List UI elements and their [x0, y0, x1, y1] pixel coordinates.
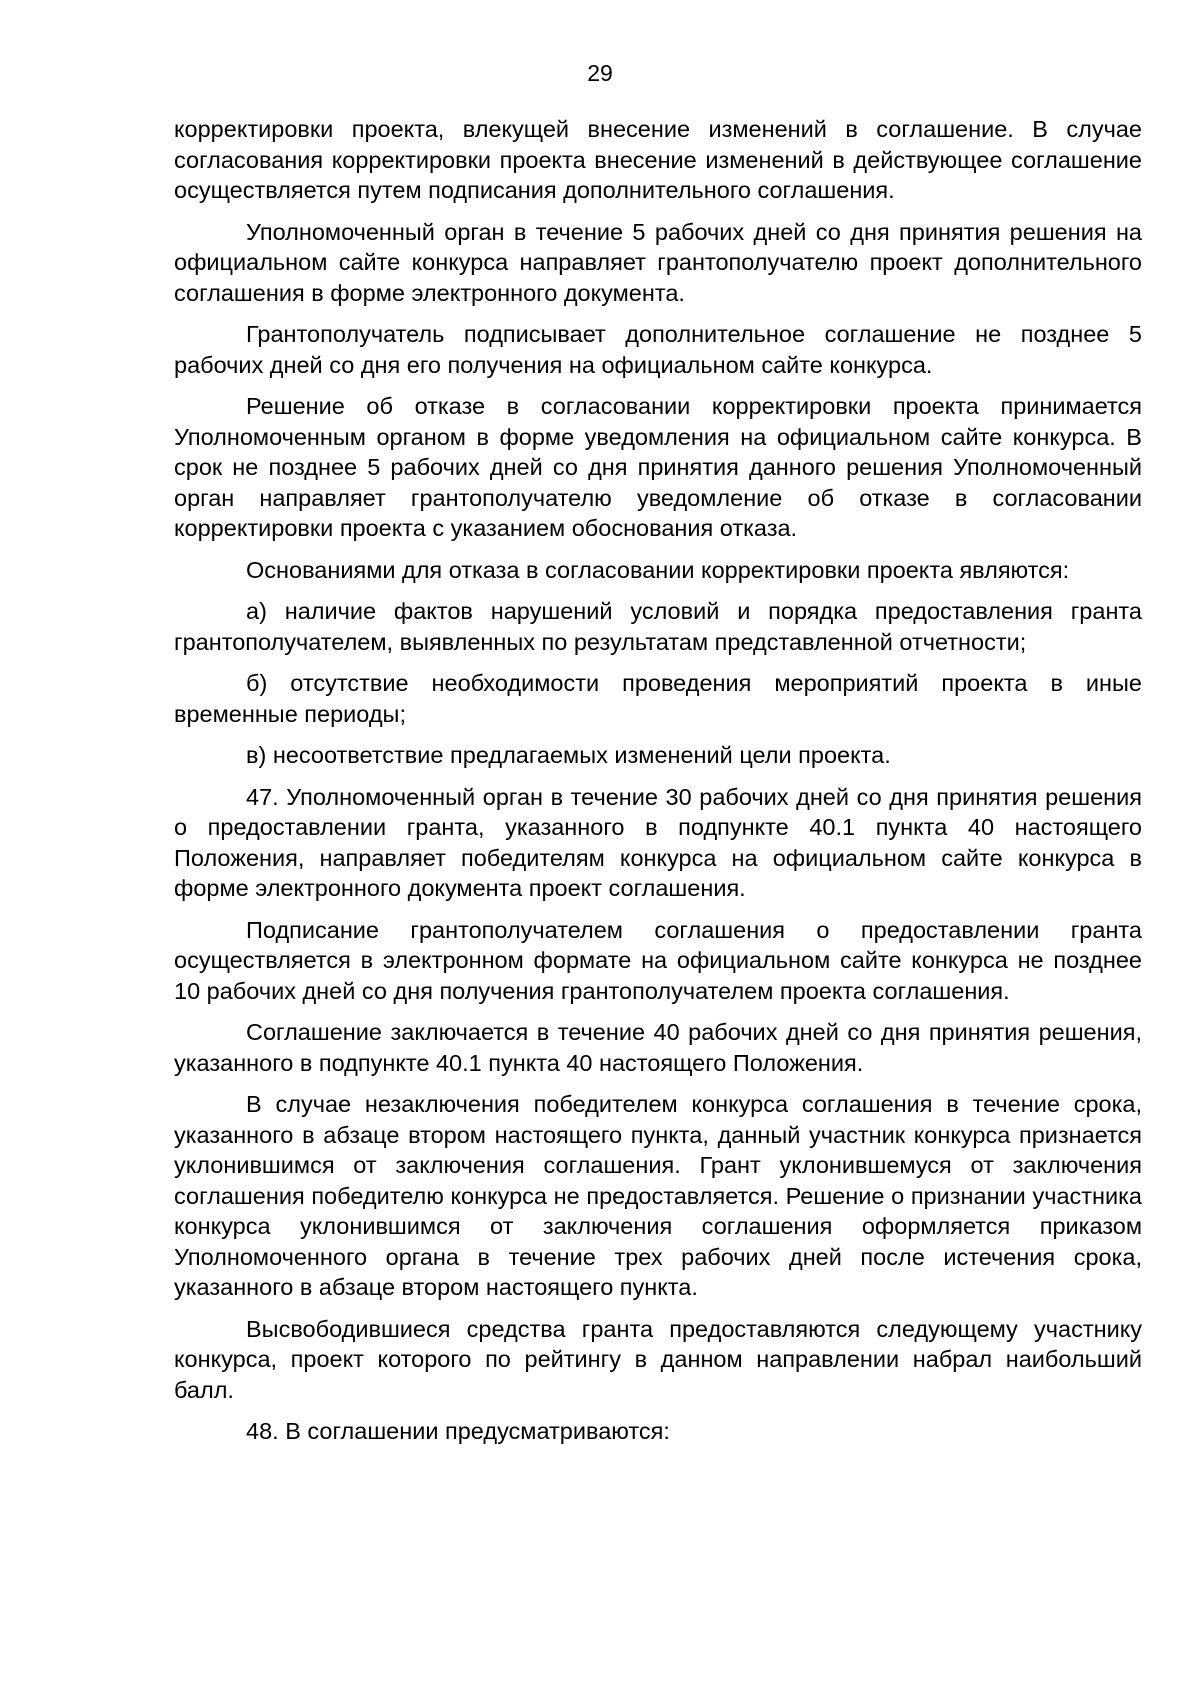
paragraph-continuation: корректировки проекта, влекущей внесение изменений в соглашение. В случае согласования корректировки проекта внесение изменений в действующее соглашение осуществляется путем подписания дополнительного соглашения. [174, 116, 1142, 203]
paragraph: Основаниями для отказа в согласовании корректировки проекта являются: [246, 556, 1070, 583]
paragraph: Уполномоченный орган в течение 5 рабочих дней со дня принятия решения на официальном сайте конкурса направляет грантополучателю проект дополнительного соглашения в форме электронного документа. [174, 218, 1142, 306]
paragraph: Высвободившиеся средства гранта предоставляются следующему участнику конкурса, проект которого по рейтингу в данном направлении набрал наибольший балл. [174, 1315, 1142, 1403]
list-item-c: в) несоответствие предлагаемых изменений цели проекта. [246, 742, 891, 768]
paragraph: В случае незаключения победителем конкурса соглашения в течение срока, указанного в абзаце втором настоящего пункта, данный участник конкурса признается уклонившимся от заключения соглашения. Грант уклонившемуся от заключения соглашения победителю конкурса не предоставляется. Решение о признании участника конкурса уклонившимся от заключения соглашения оформляется приказом Уполномоченного органа в течение трех рабочих дней после истечения срока, указанного в абзаце втором настоящего пункта. [174, 1091, 1142, 1300]
list-item-b: б) отсутствие необходимости проведения мероприятий проекта в иные временные периоды; [174, 670, 1142, 727]
clause-48: 48. В соглашении предусматриваются: [246, 1418, 670, 1444]
clause-47: 47. Уполномоченный орган в течение 30 рабочих дней со дня принятия решения о предоставлении гранта, указанного в подпункте 40.1 пункта 40 настоящего Положения, направляет победителям конкурса на официальном сайте конкурса в форме электронного документа проект соглашения. [174, 783, 1142, 901]
page-number: 29 [587, 60, 613, 86]
paragraph: Соглашение заключается в течение 40 рабочих дней со дня принятия решения, указанного в подпункте 40.1 пункта 40 настоящего Положения. [174, 1019, 1142, 1076]
list-item-a: а) наличие фактов нарушений условий и порядка предоставления гранта грантополучателем, выявленных по результатам представленной отчетности; [174, 598, 1142, 655]
document-body [174, 114, 1142, 1458]
paragraph: Решение об отказе в согласовании корректировки проекта принимается Уполномоченным органом в форме уведомления на официальном сайте конкурса. В срок не позднее 5 рабочих дней со дня принятия данного решения Уполномоченный орган направляет грантополучателю уведомление об отказе в согласовании корректировки проекта с указанием обоснования отказа. [174, 393, 1142, 541]
paragraph: Грантополучатель подписывает дополнительное соглашение не позднее 5 рабочих дней со дня его получения на официальном сайте конкурса. [174, 321, 1142, 378]
paragraph: Подписание грантополучателем соглашения о предоставлении гранта осуществляется в электронном формате на официальном сайте конкурса не позднее 10 рабочих дней со дня получения грантополучателем проекта соглашения. [174, 916, 1142, 1004]
